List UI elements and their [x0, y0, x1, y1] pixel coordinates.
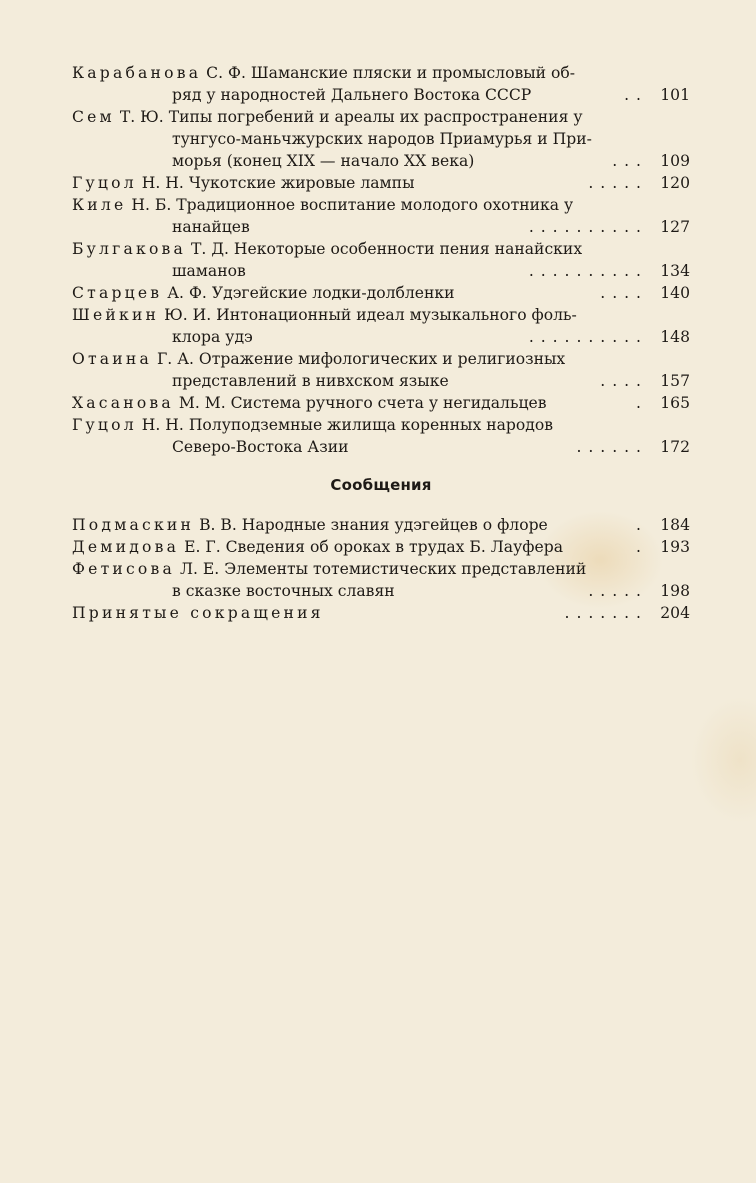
toc-entry-line [72, 326, 690, 348]
toc-entry-title-line: Ю. И. Интонационный идеал музыкального фоль- [164, 306, 577, 324]
toc-entry-line [72, 304, 690, 326]
toc-leader-dots: . . . . . . . [564, 604, 642, 622]
toc-entry-text [72, 62, 642, 84]
toc-page-number: 198 [660, 582, 690, 600]
toc-page-number: 101 [660, 86, 690, 104]
toc-entry-title-line: Н. Н. Полуподземные жилища коренных народов [141, 416, 554, 434]
toc-entry-text [72, 106, 642, 128]
toc-entry-title-line: А. Ф. Удэгейские лодки-долбленки [167, 284, 455, 302]
toc-leader-dots: . . . . . [588, 174, 642, 192]
toc-entries [72, 62, 690, 458]
toc-entry-title-line: Л. Е. Элементы тотемистических представлений [179, 560, 587, 578]
toc-entry-title-line: Северо-Востока Азии [172, 438, 349, 456]
toc-entry [72, 392, 690, 414]
toc-entry-title-line: в сказке восточных славян [172, 582, 395, 600]
toc-entry-title-line: Т. Ю. Типы погребений и ареалы их распространения у [119, 108, 583, 126]
toc-leader-dots: . . . . . . . . . . [528, 262, 642, 280]
toc-entry-author: Шейкин [72, 306, 160, 324]
toc-entry-author: Подмаскин [72, 516, 195, 534]
toc-entry [72, 514, 690, 536]
toc-entry [72, 106, 690, 172]
toc-entry-text [172, 84, 618, 106]
toc-entry-author: Сем [72, 108, 115, 126]
toc-entry-author: Отаина [72, 350, 152, 368]
toc-entry-text [172, 580, 582, 602]
toc-page-number: 204 [660, 604, 690, 622]
toc-entry-line [72, 260, 690, 282]
toc-entry-line [72, 536, 690, 558]
toc-entry-author: Гуцол [72, 174, 137, 192]
toc-entry-author: Старцев [72, 284, 163, 302]
toc-entry-text [72, 348, 642, 370]
toc-entry-line [72, 414, 690, 436]
toc-entry-title-line: ряд у народностей Дальнего Востока СССР [172, 86, 532, 104]
toc-entry [72, 348, 690, 392]
toc-entry-title-line: Е. Г. Сведения об ороках в трудах Б. Лауфера [184, 538, 563, 556]
toc-entry-title-line: С. Ф. Шаманские пляски и промысловый об- [206, 64, 576, 82]
toc-entry-title-line: В. В. Народные знания удэгейцев о флоре [199, 516, 548, 534]
toc-entry-author: Гуцол [72, 416, 137, 434]
toc-page-number: 193 [660, 538, 690, 556]
toc-page-number: 184 [660, 516, 690, 534]
toc-entry-author: Фетисова [72, 560, 175, 578]
toc-entry-text [72, 304, 642, 326]
toc-entry-author: Киле [72, 196, 127, 214]
toc-entry [72, 558, 690, 602]
toc-entry-title-line: Н. Н. Чукотские жировые лампы [141, 174, 415, 192]
toc-entry-line [72, 348, 690, 370]
toc-entry-text [172, 150, 606, 172]
toc-entry-line [72, 514, 690, 536]
toc-entry-text [172, 436, 570, 458]
toc-entry-title-line: представлений в нивхском языке [172, 372, 449, 390]
toc-entry [72, 62, 690, 106]
toc-entry [72, 414, 690, 458]
toc-entry-text [172, 370, 594, 392]
toc-entry-text [72, 602, 559, 624]
toc-entry [72, 602, 690, 624]
toc-entry-line [72, 84, 690, 106]
toc-entry [72, 282, 690, 304]
toc-entry-text [72, 194, 642, 216]
toc-entry-title-line: тунгусо-маньчжурских народов Приамурья и При- [172, 130, 592, 148]
toc-entry-line [72, 172, 690, 194]
toc-entry [72, 238, 690, 282]
toc-entry-line [72, 62, 690, 84]
section-title: Сообщения [330, 476, 432, 494]
toc-page-number: 165 [660, 394, 690, 412]
toc-entry-text [72, 558, 642, 580]
toc-leader-dots: . . . . . . . . . . [528, 328, 642, 346]
toc-entry-line [72, 558, 690, 580]
toc-entry-text [172, 216, 523, 238]
toc-page-number: 127 [660, 218, 690, 236]
toc-entry-author: Демидова [72, 538, 180, 556]
toc-entry [72, 172, 690, 194]
toc-entry-line [72, 370, 690, 392]
toc-leader-dots: . . . . . . . . . . [528, 218, 642, 236]
toc-entry-title-line: Т. Д. Некоторые особенности пения нанайских [191, 240, 583, 258]
toc-entry-text [72, 282, 594, 304]
toc-entry-line [72, 128, 690, 150]
toc-entry-text [172, 128, 642, 150]
toc-entry-title-line: нанайцев [172, 218, 250, 236]
toc-page-number: 109 [660, 152, 690, 170]
toc-entry-author: Принятые сокращения [72, 604, 324, 622]
toc-entry-title-line: Н. Б. Традиционное воспитание молодого охотника у [131, 196, 574, 214]
toc-entry-title-line: шаманов [172, 262, 246, 280]
toc-page-number: 148 [660, 328, 690, 346]
toc-entry-text [72, 514, 630, 536]
toc-page-number: 140 [660, 284, 690, 302]
table-of-contents [72, 62, 690, 624]
toc-page-number: 157 [660, 372, 690, 390]
toc-leader-dots: . . . . [600, 284, 642, 302]
toc-leader-dots: . . . . [600, 372, 642, 390]
toc-entry-title-line: клора удэ [172, 328, 253, 346]
toc-entry-title-line: М. М. Система ручного счета у негидальцев [178, 394, 547, 412]
toc-entry-text [172, 326, 523, 348]
toc-entry-line [72, 282, 690, 304]
toc-entry-line [72, 392, 690, 414]
toc-entry-author: Карабанова [72, 64, 202, 82]
toc-entry-text [172, 260, 523, 282]
toc-leader-dots: . [636, 394, 642, 412]
toc-entry-text [72, 536, 630, 558]
toc-page-number: 134 [660, 262, 690, 280]
toc-entry-text [72, 238, 642, 260]
toc-entry-line [72, 580, 690, 602]
toc-leader-dots: . . . [612, 152, 642, 170]
toc-messages [72, 514, 690, 624]
toc-entry-line [72, 602, 690, 624]
toc-entry-author: Хасанова [72, 394, 174, 412]
toc-leader-dots: . [636, 516, 642, 534]
toc-entry-line [72, 216, 690, 238]
toc-entry-text [72, 172, 582, 194]
toc-entry [72, 536, 690, 558]
toc-entry-line [72, 436, 690, 458]
toc-entry-text [72, 414, 642, 436]
toc-entry-text [72, 392, 630, 414]
toc-entry [72, 194, 690, 238]
toc-entry-line [72, 238, 690, 260]
toc-entry-line [72, 150, 690, 172]
toc-entry-line [72, 194, 690, 216]
toc-entry-title-line: Г. А. Отражение мифологических и религиозных [156, 350, 566, 368]
toc-leader-dots: . . [624, 86, 642, 104]
toc-leader-dots: . . . . . [588, 582, 642, 600]
toc-entry-line [72, 106, 690, 128]
toc-page-number: 120 [660, 174, 690, 192]
toc-entry-title-line: морья (конец XIX — начало XX века) [172, 152, 475, 170]
toc-entry-author: Булгакова [72, 240, 187, 258]
toc-page-number: 172 [660, 438, 690, 456]
toc-leader-dots: . . . . . . [576, 438, 642, 456]
toc-entry [72, 304, 690, 348]
toc-leader-dots: . [636, 538, 642, 556]
